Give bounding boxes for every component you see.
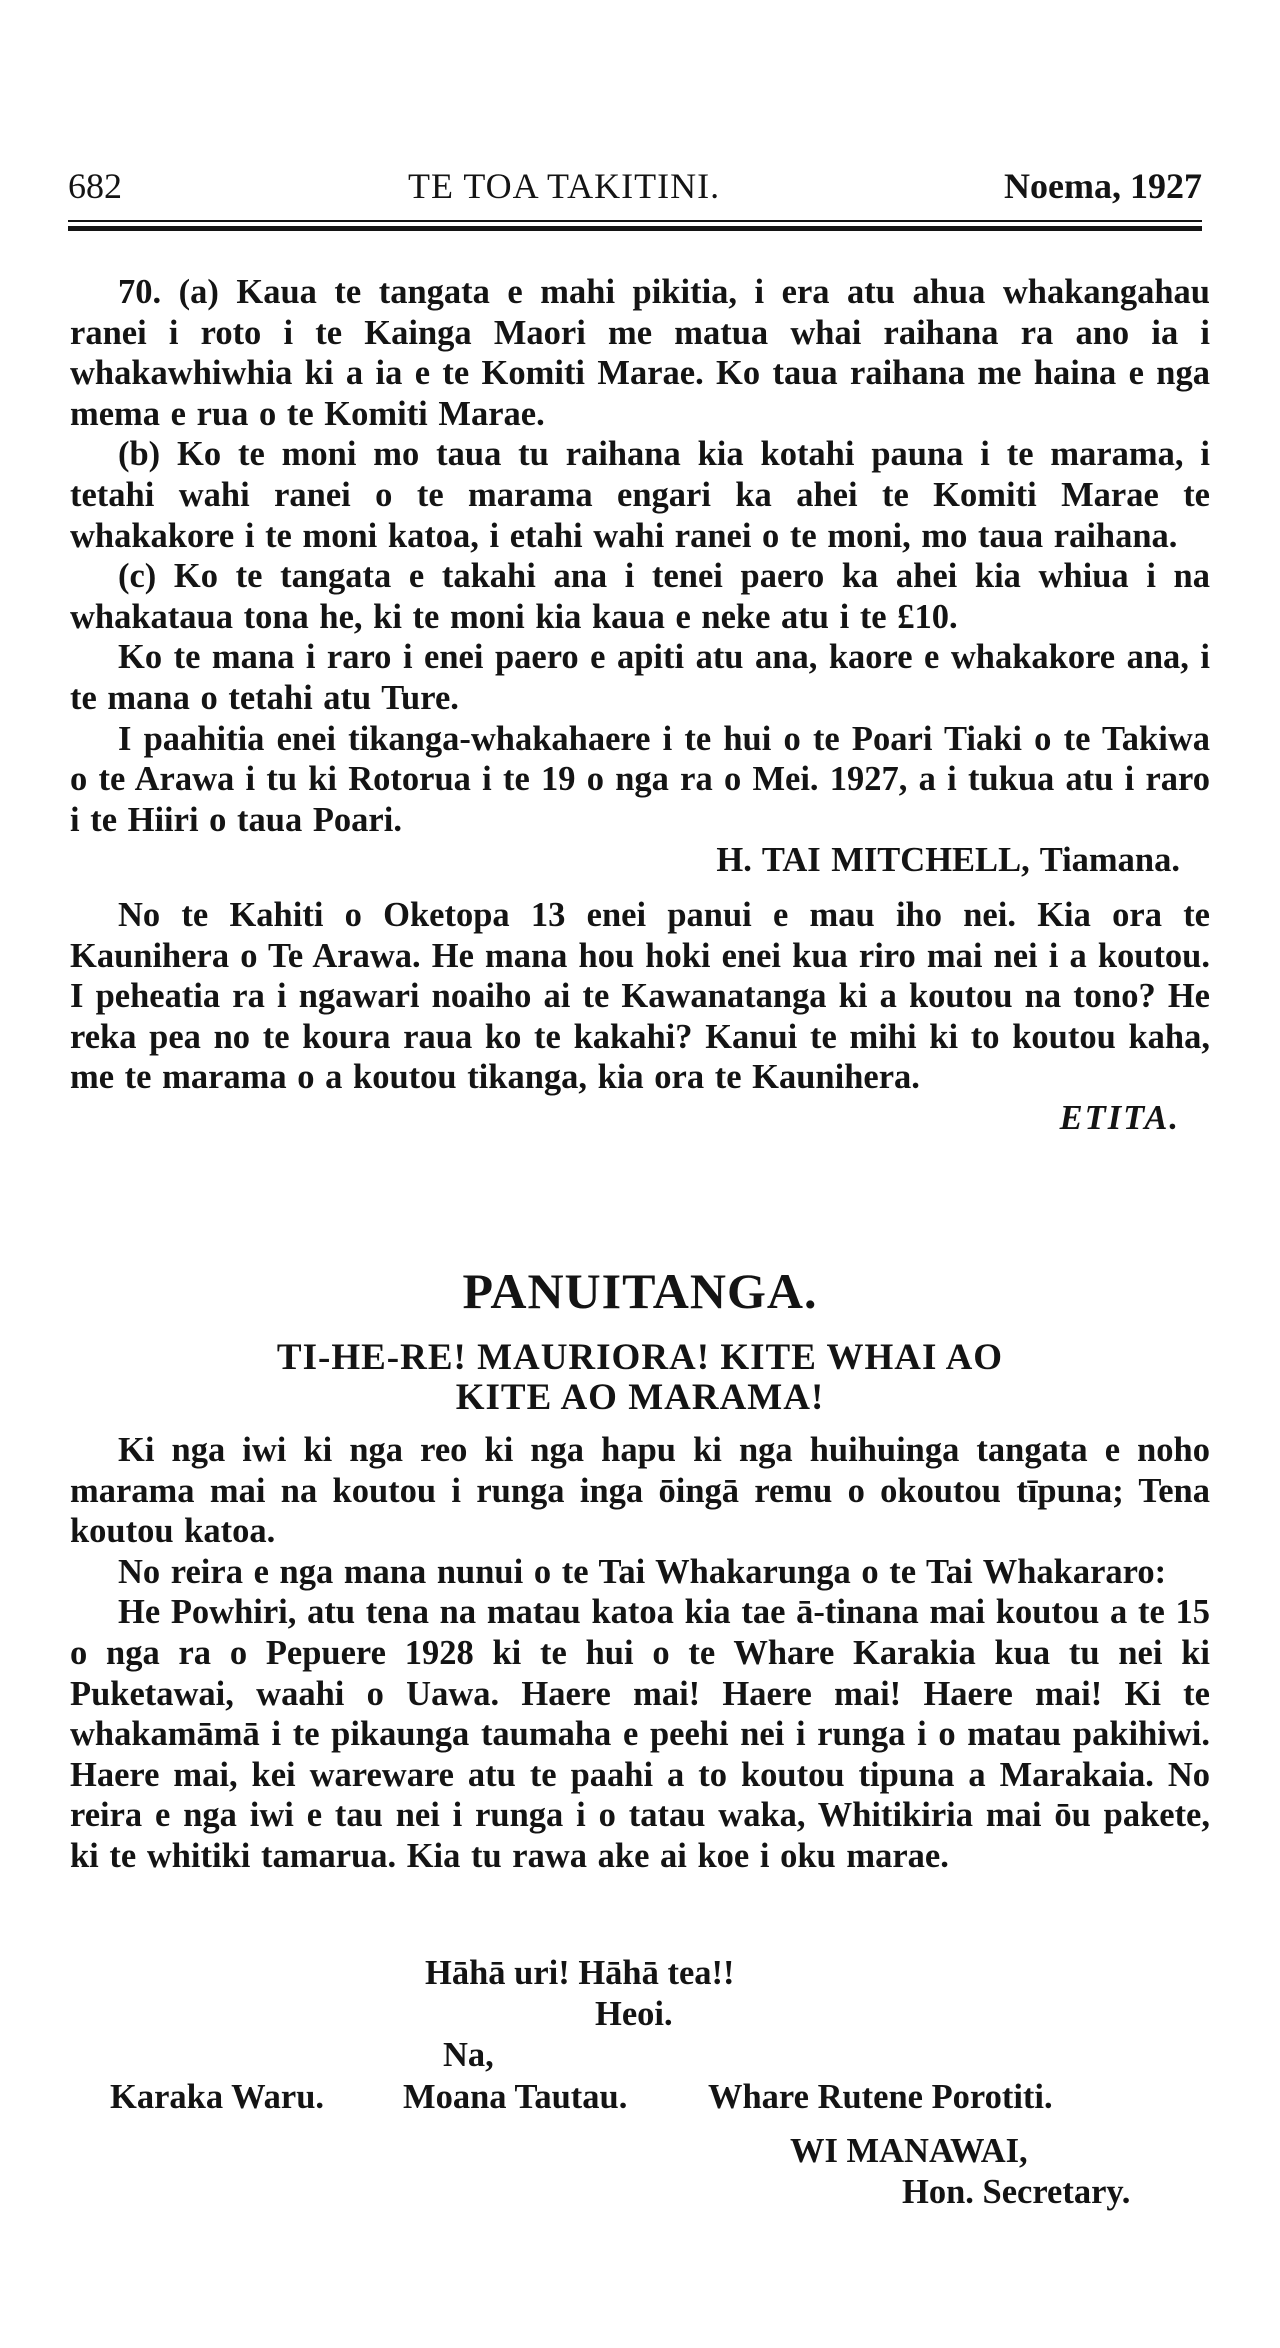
notice-invitation-paragraph: He Powhiri, atu tena na matau katoa kia tae ā-tinana mai koutou a te 15 o nga ra o Pepuere 1928 ki te hui o te Whare Karakia kua tu nei ki Puketawai, waahi o Uawa. Haere mai! Haere mai! Haere mai! Ki te whakamāmā i te pikaunga taumaha e peehi nei i runga i o matau pakihiwi. Haere mai, kei wareware atu te paahi a to koutou tipuna a Marakaia. No reira e nga iwi e tau nei i runga i o tatau waka, Whitikiria mai ōu pakete, ki te whitiki tamarua. Kia tu rawa ake ai koe i oku marae.: [70, 1593, 1210, 1875]
page-header: [68, 165, 1202, 215]
issue-date: Noema, 1927: [1004, 166, 1202, 206]
paragraph-mana: Ko te mana i raro i enei paero e apiti atu ana, kaore e whakakore ana, i te mana o tetahi atu Ture.: [70, 638, 1210, 717]
signatory-name: Karaka Waru.: [110, 2078, 325, 2116]
notice-subheading-line2: KITE AO MARAMA!: [455, 1377, 825, 1418]
chairman-signature: H. TAI MITCHELL, Tiamana.: [716, 841, 1180, 880]
paragraph-clause-70a: 70. (a) Kaua te tangata e mahi pikitia, i era atu ahua whakangahau ranei i roto i te Kainga Maori me matua whai raihana ra ano ia i whakawhiwhia ki a ia e te Komiti Marae. Ko taua raihana me haina e nga mema e rua o te Komiti Marae.: [70, 273, 1210, 433]
notice-heading: PANUITANGA.: [462, 1263, 818, 1319]
page-number: 682: [68, 166, 122, 206]
notice-address-paragraph: No reira e nga mana nunui o te Tai Whakarunga o te Tai Whakararo:: [118, 1552, 1167, 1591]
editor-signature: ETITA.: [1059, 1098, 1180, 1137]
signatory-name: Moana Tautau.: [403, 2078, 628, 2116]
signatory-name: Whare Rutene Porotiti.: [708, 2078, 1053, 2116]
notice-greeting-paragraph: Ki nga iwi ki nga reo ki nga hapu ki nga huihuinga tangata e noho marama mai na koutou i runga inga ōingā remu o okoutou tīpuna; Tena koutou katoa.: [70, 1431, 1210, 1551]
header-rule-thin: [68, 220, 1202, 222]
closing-line-heoi: Heoi.: [595, 1995, 673, 2033]
header-rule-thick: [68, 226, 1202, 231]
editor-paragraph: No te Kahiti o Oketopa 13 enei panui e mau iho nei. Kia ora te Kaunihera o Te Arawa. He mana hou hoki enei kua riro mai nei i a koutou. I peheatia ra i ngawari noaiho ai te Kawanatanga ki a koutou na tono? He reka pea no te koura raua ko te kakahi? Kanui te mihi ki to koutou kaha, me te marama o a koutou tikanga, kia ora te Kaunihera.: [70, 895, 1210, 1097]
notice-body: [70, 1430, 1210, 1877]
paragraph-clause-b: (b) Ko te moni mo taua tu raihana kia kotahi pauna i te marama, i tetahi wahi ranei o te marama engari ka ahei te Komiti Marae te whakakore i te moni katoa, i etahi wahi ranei o te moni, mo taua raihana.: [70, 435, 1210, 555]
secretary-name: WI MANAWAI,: [790, 2132, 1028, 2170]
paragraph-passed: I paahitia enei tikanga-whakahaere i te hui o te Poari Tiaki o te Takiwa o te Arawa i tu ki Rotorua i te 19 o nga ra o Mei. 1927, a i tukua atu i raro i te Hiiri o taua Poari.: [70, 719, 1210, 839]
closing-line-na: Na,: [443, 2036, 494, 2074]
notice-subheading-line1: TI-HE-RE! MAURIORA! KITE WHAI AO: [276, 1337, 1004, 1378]
publication-title: TE TOA TAKITINI.: [408, 166, 721, 206]
closing-line-haha: Hāhā uri! Hāhā tea!!: [425, 1954, 735, 1992]
regulations-section: [70, 272, 1210, 1138]
secretary-title: Hon. Secretary.: [902, 2173, 1131, 2211]
paragraph-clause-c: (c) Ko te tangata e takahi ana i tenei paero ka ahei kia whiua i na whakataua tona he, ki te moni kia kaua e neke atu i te £10.: [70, 557, 1210, 636]
